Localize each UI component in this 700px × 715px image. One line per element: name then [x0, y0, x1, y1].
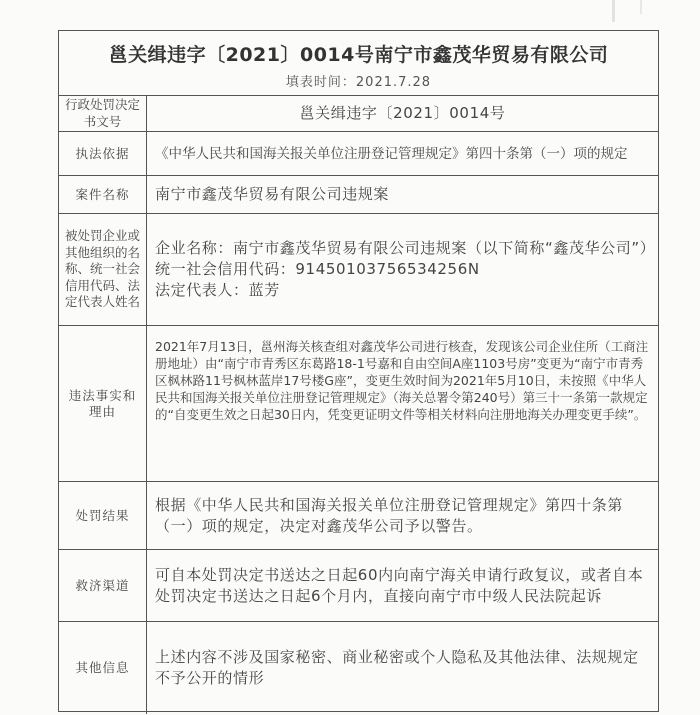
value-facts-and-reasons: [147, 326, 658, 481]
label-decision-number: 行政处罚决定书文号: [59, 96, 147, 131]
row-penalty-result: [59, 482, 658, 550]
label-legal-basis: 执法依据: [59, 132, 147, 175]
legal-representative: 法定代表人：蓝芳: [155, 281, 280, 299]
value-penalty-result: 根据《中华人民共和国海关报关单位注册登记管理规定》第四十条第（一）项的规定，决定对鑫茂华公司予以警告。: [155, 495, 624, 535]
row-penalized-party: [59, 214, 658, 326]
label-remedy-channel: 救济渠道: [59, 550, 147, 621]
penalty-disclosure-table: [58, 30, 659, 712]
value-remedy-channel: 可自本处罚决定书送达之日起60内向南宁海关申请行政复议，或者自本处罚决定书送达之日起6个月内，直接向南宁市中级人民法院起诉: [155, 565, 644, 605]
row-decision-number: [59, 96, 658, 132]
label-penalized-party: 被处罚企业或其他组织的名称、统一社会信用代码、法定代表人姓名: [59, 214, 147, 325]
scan-edge-mark: [0, 0, 700, 28]
label-other-info: 其他信息: [59, 622, 147, 714]
row-case-name: [59, 176, 658, 214]
value-decision-number: 邕关缉违字〔2021〕0014号: [299, 104, 506, 122]
value-case-name: 南宁市鑫茂华贸易有限公司违规案: [155, 185, 390, 203]
value-legal-basis: 《中华人民共和国海关报关单位注册登记管理规定》第四十条第（一）项的规定: [155, 145, 628, 162]
company-name: 企业名称：南宁市鑫茂华贸易有限公司违规案（以下简称“鑫茂华公司”）: [155, 239, 656, 257]
value-penalized-party: [147, 214, 658, 325]
facts-paragraph: 2021年7月13日，邕州海关核查组对鑫茂华公司进行核查，发现该公司企业住所（工商注册地址）由“南宁市青秀区东葛路18-1号嘉和自由空间A座1103号房”变更为“南宁市青秀区枫林路11号枫林蓝岸17号楼G座”，变更生效时间为2021年5月10日，未按照《中华人民共和国海关报关单位注册登记管理规定》（海关总署令第240号）第三十一条第一款规定的“自变更生效之日起30日内，凭变更证明文件等相关材料向注册地海关办理变更手续”。: [155, 339, 649, 422]
label-penalty-result: 处罚结果: [59, 482, 147, 549]
row-legal-basis: [59, 132, 658, 176]
label-case-name: 案件名称: [59, 176, 147, 213]
label-facts-and-reasons: 违法事实和理由: [59, 326, 147, 481]
row-other-info: [59, 622, 658, 714]
value-other-info: 上述内容不涉及国家秘密、商业秘密或个人隐私及其他法律、法规规定不予公开的情形: [155, 648, 639, 687]
title-block: [59, 31, 658, 96]
fill-date: 填表时间：2021.7.28: [285, 75, 432, 90]
row-remedy-channel: [59, 550, 658, 622]
row-facts-and-reasons: [59, 326, 658, 482]
document-title: 邕关缉违字〔2021〕0014号南宁市鑫茂华贸易有限公司: [108, 44, 609, 66]
credit-code: 统一社会信用代码：91450103756534256N: [155, 260, 480, 278]
